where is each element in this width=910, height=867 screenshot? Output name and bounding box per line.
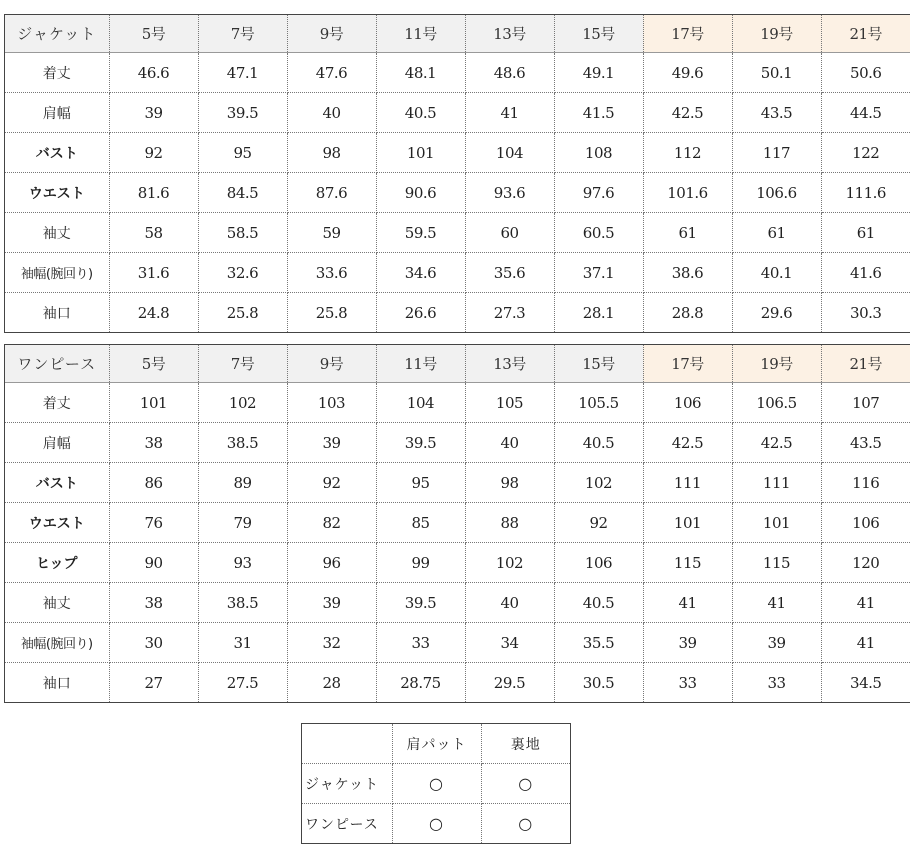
measurement-value: 43.5 [732,93,821,133]
size-header-plus: 21号 [821,345,910,383]
measurement-value: 47.1 [198,53,287,93]
measurement-value: 48.1 [376,53,465,93]
size-row [5,423,910,463]
measurement-value: 104 [376,383,465,423]
measurement-value: 41.5 [554,93,643,133]
size-header-plus: 21号 [821,15,910,53]
measurement-value: 40 [465,423,554,463]
onepiece-table-title: ワンピース [5,345,109,383]
measurement-value: 40.1 [732,253,821,293]
measurement-value: 25.8 [198,293,287,333]
circle-mark: ○ [392,764,481,804]
measurement-value: 61 [732,213,821,253]
measurement-value: 34 [465,623,554,663]
measurement-value: 34.5 [850,673,882,692]
size-row [5,383,910,423]
measurement-value: 93.6 [465,173,554,213]
measurement-value: 26.6 [376,293,465,333]
size-header: 9号 [287,345,376,383]
measurement-value: 60.5 [554,213,643,253]
size-row [5,53,910,93]
measurement-value: 40.5 [376,93,465,133]
measurement-value: 61 [643,213,732,253]
measurement-value: 85 [376,503,465,543]
size-row [5,663,910,703]
measurement-value: 28.75 [376,663,465,703]
measurement-value: 117 [732,133,821,173]
measurement-value: 39.5 [198,93,287,133]
measurement-value: 28.1 [554,293,643,333]
feature-row-label: ワンピース [302,804,392,844]
measurement-label: 袖口 [5,293,109,333]
measurement-value: 103 [287,383,376,423]
measurement-value: 39.5 [376,583,465,623]
size-header: 13号 [465,345,554,383]
measurement-value: 38.6 [643,253,732,293]
measurement-value: 101 [109,383,198,423]
measurement-value: 59.5 [376,213,465,253]
measurement-value: 41 [821,623,910,663]
measurement-value: 88 [465,503,554,543]
measurement-label: ヒップ [5,543,109,583]
onepiece-size-table [5,345,910,702]
feature-row [302,764,570,804]
size-row [5,463,910,503]
measurement-value: 32 [287,623,376,663]
measurement-value: 49.1 [554,53,643,93]
measurement-value: 47.6 [287,53,376,93]
measurement-value: 40.5 [554,583,643,623]
measurement-value: 39 [287,583,376,623]
measurement-value: 37.1 [554,253,643,293]
size-header: 15号 [554,15,643,53]
measurement-value: 39 [287,423,376,463]
measurement-label: 着丈 [5,383,109,423]
measurement-value: 34.6 [376,253,465,293]
jacket-size-table [5,15,910,332]
measurement-value: 39 [109,93,198,133]
measurement-value: 111.6 [821,173,910,213]
measurement-value: 46.6 [109,53,198,93]
onepiece-header-row [5,345,910,383]
measurement-value: 42.5 [643,423,732,463]
size-row [5,133,910,173]
measurement-value: 101 [732,503,821,543]
measurement-value: 95 [198,133,287,173]
measurement-value: 89 [198,463,287,503]
measurement-value: 92 [109,133,198,173]
measurement-value: 97.6 [554,173,643,213]
measurement-value: 59 [287,213,376,253]
measurement-value: 95 [376,463,465,503]
measurement-value: 33 [376,623,465,663]
circle-mark: ○ [518,814,534,833]
jacket-table-title: ジャケット [5,15,109,53]
measurement-label: 袖口 [5,663,109,703]
size-row [5,293,910,333]
size-header: 9号 [287,15,376,53]
measurement-value: 101 [643,503,732,543]
measurement-label: 袖丈 [5,213,109,253]
measurement-value: 79 [198,503,287,543]
measurement-value: 76 [109,503,198,543]
measurement-value: 31.6 [109,253,198,293]
measurement-value: 44.5 [821,93,910,133]
measurement-value: 93 [198,543,287,583]
measurement-value: 122 [821,133,910,173]
measurement-value: 41 [465,93,554,133]
size-header-plus: 17号 [643,345,732,383]
measurement-label: 袖幅(腕回り) [5,253,109,293]
measurement-value: 116 [821,463,910,503]
measurement-label: 着丈 [5,53,109,93]
feature-header-row [302,724,570,764]
measurement-value: 38.5 [198,423,287,463]
measurement-value: 31 [198,623,287,663]
measurement-value: 38 [109,583,198,623]
measurement-value: 41 [821,583,910,623]
size-row [5,93,910,133]
measurement-value: 48.6 [465,53,554,93]
measurement-value: 61 [821,213,910,253]
measurement-value: 35.6 [465,253,554,293]
measurement-value: 40.5 [554,423,643,463]
measurement-value: 39 [732,623,821,663]
measurement-value: 30.3 [850,303,882,322]
measurement-value: 50.6 [821,53,910,93]
measurement-value: 28.8 [643,293,732,333]
measurement-value: 111 [643,463,732,503]
feature-header: 肩パット [392,724,481,764]
measurement-value: 29.6 [732,293,821,333]
circle-mark: ○ [481,764,570,804]
measurement-label: 肩幅 [5,93,109,133]
measurement-value: 50.1 [732,53,821,93]
measurement-value: 38.5 [198,583,287,623]
measurement-value: 105 [465,383,554,423]
measurement-value: 92 [287,463,376,503]
measurement-value: 33 [643,663,732,703]
measurement-value: 112 [643,133,732,173]
size-header-plus: 19号 [732,15,821,53]
size-row [5,173,910,213]
size-row [5,213,910,253]
size-row [5,583,910,623]
measurement-value: 40 [465,583,554,623]
measurement-value: 90.6 [376,173,465,213]
measurement-value: 102 [465,543,554,583]
measurement-value: 25.8 [287,293,376,333]
feature-row [302,804,570,844]
measurement-value: 102 [554,463,643,503]
measurement-value: 92 [554,503,643,543]
measurement-value: 120 [821,543,910,583]
measurement-value: 104 [465,133,554,173]
measurement-value: 108 [554,133,643,173]
measurement-value: 81.6 [109,173,198,213]
measurement-value: 98 [465,463,554,503]
measurement-value: 106 [643,383,732,423]
size-header: 5号 [109,345,198,383]
measurement-label: バスト [5,133,109,173]
size-header: 5号 [109,15,198,53]
measurement-value: 42.5 [732,423,821,463]
measurement-value: 29.5 [465,663,554,703]
measurement-value: 115 [643,543,732,583]
measurement-value: 30 [109,623,198,663]
measurement-value: 99 [376,543,465,583]
feature-header: 裏地 [481,724,570,764]
measurement-value: 27.5 [198,663,287,703]
measurement-value: 30.5 [554,663,643,703]
measurement-value: 105.5 [554,383,643,423]
size-header: 13号 [465,15,554,53]
measurement-value: 33.6 [287,253,376,293]
measurement-label: バスト [5,463,109,503]
measurement-label: ウエスト [5,173,109,213]
measurement-value: 101.6 [643,173,732,213]
size-row [5,543,910,583]
measurement-label: ウエスト [5,503,109,543]
size-header: 11号 [376,15,465,53]
size-row [5,623,910,663]
measurement-value: 106 [554,543,643,583]
measurement-value: 84.5 [198,173,287,213]
size-header-plus: 19号 [732,345,821,383]
measurement-value: 96 [287,543,376,583]
jacket-header-row [5,15,910,53]
measurement-value: 28 [287,663,376,703]
measurement-value: 49.6 [643,53,732,93]
size-row [5,253,910,293]
measurement-value: 90 [109,543,198,583]
measurement-value: 106.6 [732,173,821,213]
measurement-value: 106.5 [732,383,821,423]
measurement-value: 60 [465,213,554,253]
measurement-value: 101 [376,133,465,173]
measurement-value: 39.5 [376,423,465,463]
measurement-value: 24.8 [109,293,198,333]
measurement-value: 58 [109,213,198,253]
measurement-value: 43.5 [821,423,910,463]
measurement-value: 32.6 [198,253,287,293]
feature-row-label: ジャケット [302,764,392,804]
measurement-value: 39 [643,623,732,663]
measurement-value: 107 [821,383,910,423]
measurement-value: 102 [198,383,287,423]
measurement-label: 袖幅(腕回り) [5,623,109,663]
measurement-value: 86 [109,463,198,503]
measurement-value: 41 [643,583,732,623]
size-header-plus: 17号 [643,15,732,53]
size-header: 11号 [376,345,465,383]
measurement-value: 115 [732,543,821,583]
measurement-label: 袖丈 [5,583,109,623]
measurement-value: 41.6 [821,253,910,293]
feature-corner-cell [302,724,392,764]
size-header: 15号 [554,345,643,383]
size-header: 7号 [198,15,287,53]
feature-table [302,724,570,843]
measurement-value: 87.6 [287,173,376,213]
measurement-value: 58.5 [198,213,287,253]
measurement-value: 42.5 [643,93,732,133]
measurement-value: 106 [821,503,910,543]
measurement-label: 肩幅 [5,423,109,463]
measurement-value: 33 [732,663,821,703]
measurement-value: 35.5 [554,623,643,663]
measurement-value: 82 [287,503,376,543]
measurement-value: 98 [287,133,376,173]
measurement-value: 111 [732,463,821,503]
measurement-value: 27.3 [465,293,554,333]
measurement-value: 41 [732,583,821,623]
measurement-value: 27 [109,663,198,703]
size-header: 7号 [198,345,287,383]
measurement-value: 38 [109,423,198,463]
circle-mark: ○ [392,804,481,844]
size-row [5,503,910,543]
measurement-value: 40 [287,93,376,133]
